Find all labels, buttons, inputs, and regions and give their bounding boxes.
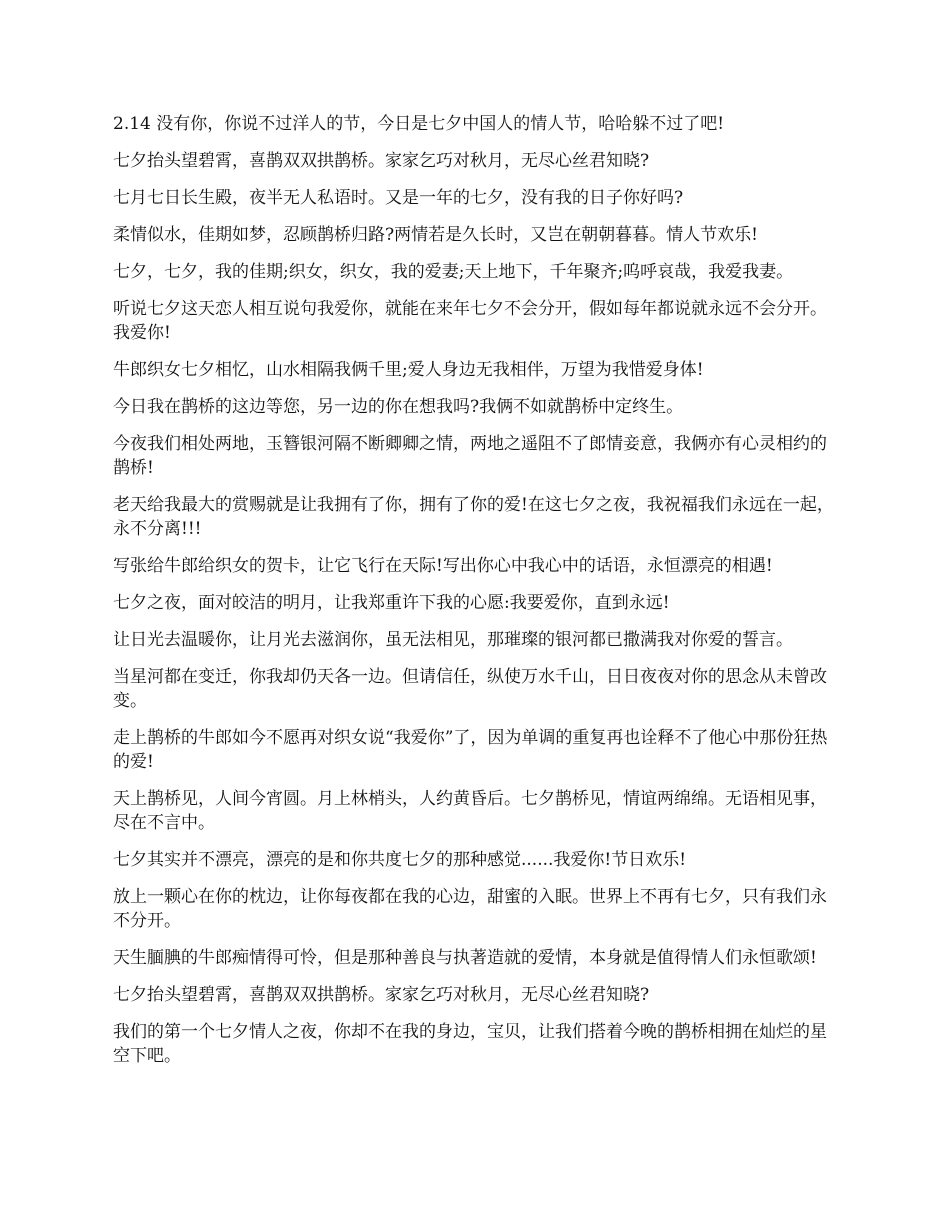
- paragraph-6: 听说七夕这天恋人相互说句我爱你，就能在来年七夕不会分开，假如每年都说就永远不会分开。我爱你!: [113, 299, 827, 343]
- paragraph-2: 七夕抬头望碧霄，喜鹊双双拱鹊桥。家家乞巧对秋月，无尽心丝君知晓?: [113, 151, 650, 171]
- paragraph-11: 写张给牛郎给织女的贺卡，让它飞行在天际!写出你心中我心中的话语，永恒漂亮的相遇!: [113, 556, 773, 576]
- paragraph-3: 七月七日长生殿，夜半无人私语时。又是一年的七夕，没有我的日子你好吗?: [113, 188, 684, 208]
- paragraph-9: 今夜我们相处两地，玉簪银河隔不断卿卿之情，两地之遥阻不了郎情妾意，我俩亦有心灵相约的鹊桥!: [113, 434, 827, 478]
- paragraph-14: 当星河都在变迁，你我却仍天各一边。但请信任，纵使万水千山，日日夜夜对你的思念从未曾改变。: [113, 667, 827, 711]
- paragraph-18: 放上一颗心在你的枕边，让你每夜都在我的心边，甜蜜的入眠。世界上不再有七夕，只有我们永不分开。: [113, 887, 827, 931]
- paragraph-12: 七夕之夜，面对皎洁的明月，让我郑重许下我的心愿:我要爱你，直到永远!: [113, 593, 670, 613]
- paragraph-21: 我们的第一个七夕情人之夜，你却不在我的身边，宝贝，让我们搭着今晚的鹊桥相拥在灿烂的星空下吧。: [113, 1022, 827, 1066]
- paragraph-16: 天上鹊桥见，人间今宵圆。月上林梢头，人约黄昏后。七夕鹊桥见，情谊两绵绵。无语相见事，尽在不言中。: [113, 789, 827, 833]
- paragraph-1: 2.14 没有你，你说不过洋人的节，今日是七夕中国人的情人节，哈哈躲不过了吧!: [113, 114, 725, 134]
- paragraph-7: 牛郎织女七夕相忆，山水相隔我俩千里;爱人身边无我相伴，万望为我惜爱身体!: [113, 360, 704, 380]
- paragraph-20: 七夕抬头望碧霄，喜鹊双双拱鹊桥。家家乞巧对秋月，无尽心丝君知晓?: [113, 985, 650, 1005]
- paragraph-19: 天生腼腆的牛郎痴情得可怜，但是那种善良与执著造就的爱情，本身就是值得情人们永恒歌颂!: [113, 948, 817, 968]
- paragraph-17: 七夕其实并不漂亮，漂亮的是和你共度七夕的那种感觉......我爱你!节日欢乐!: [113, 850, 687, 870]
- paragraph-4: 柔情似水，佳期如梦，忍顾鹊桥归路?两情若是久长时，又岂在朝朝暮暮。情人节欢乐!: [113, 225, 758, 245]
- paragraph-15: 走上鹊桥的牛郎如今不愿再对织女说“我爱你”了，因为单调的重复再也诠释不了他心中那份狂热的爱!: [113, 728, 828, 772]
- paragraph-5: 七夕，七夕，我的佳期;织女，织女，我的爱妻;天上地下，千年聚齐;呜呼哀哉，我爱我妻。: [113, 262, 794, 282]
- paragraph-10: 老天给我最大的赏赐就是让我拥有了你，拥有了你的爱!在这七夕之夜，我祝福我们永远在一起，永不分离!!!: [113, 495, 834, 539]
- document-body: [113, 112, 841, 1081]
- paragraph-13: 让日光去温暖你，让月光去滋润你，虽无法相见，那璀璨的银河都已撒满我对你爱的誓言。: [113, 630, 793, 650]
- paragraph-8: 今日我在鹊桥的这边等您，另一边的你在想我吗?我俩不如就鹊桥中定终生。: [113, 397, 684, 417]
